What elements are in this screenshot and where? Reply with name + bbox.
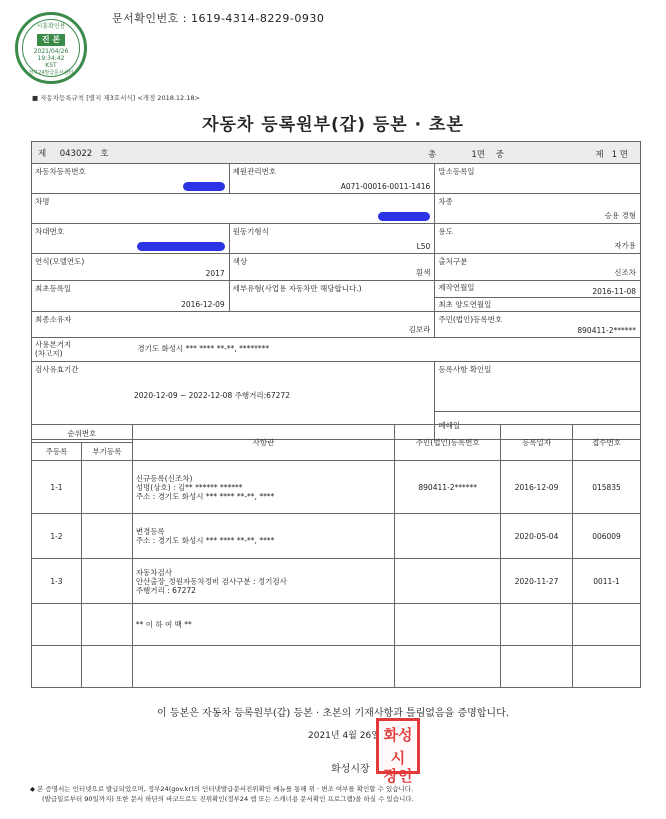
seal-top-text: 시흥확인용 [36,23,66,30]
mgmt-no-cell [229,164,435,194]
row-line: 자동차검사 [135,567,173,577]
seal-bottom-text: 정부24발급문서센터 [28,70,74,76]
close-date-label: 폐쇄일 [438,421,461,430]
row-date: 2020-05-04 [501,514,573,559]
form-note: ■ 자동차등록규칙 [별지 제3호서식] <개정 2018.12.18> [32,94,200,102]
first-reg-cell [32,281,230,312]
table-row [32,559,641,604]
tax-type-cell [229,281,435,312]
document-number-value: 1619-4314-8229-0930 [190,12,325,25]
color-label: 색상 [232,257,248,266]
row-line: 주행거리 : 67272 [135,585,196,595]
first-reg-value: 2016-12-09 [181,300,225,309]
content-header: 사항란 [132,425,394,461]
mgmt-no-value: A071-00016-0011-1416 [340,182,431,191]
car-name-label: 차명 [35,197,50,206]
header-page-label: 제 [595,150,604,160]
row-line: 성명(상호) : 김** ****** ****** [135,482,243,492]
header-no-suffix: 호 [100,148,109,159]
base-location-cell [32,338,641,362]
footer-line: ◆ 본 증명서는 인터넷으로 발급되었으며, 정부24(gov.kr)의 인터넷발급문서진위확인 메뉴를 통해 위 · 변조 여부를 확인할 수 있습니다. [30,785,414,793]
owner-value: 김보라 [408,325,431,334]
car-type-label: 차종 [438,197,453,206]
seal-date: 2021/04/26 [33,48,69,55]
row-date: 2016-12-09 [501,461,573,514]
row-content [132,559,394,604]
row-line: 주소 : 경기도 화성시 *** **** **-**, **** [135,491,275,501]
row-sub-order [81,559,132,604]
tax-type-label: 세부유형(사업용 자동차만 해당합니다.) [232,284,362,293]
table-row [32,514,641,559]
row-receipt: 0011-1 [573,559,641,604]
reg-date-header: 등록일자 [501,425,573,461]
table-row [32,461,641,514]
usage-value: 자가용 [614,241,636,250]
inspection-label: 검사유효기간 [35,365,79,374]
receipt-header: 접수번호 [573,425,641,461]
manuf-date-label: 제작연월일 [438,283,475,292]
history-table [31,424,641,688]
color-cell [229,254,435,281]
confirm-date-label: 등록사항 확인일 [438,365,492,374]
redaction-mark [137,242,225,251]
base-location-sub: (차고지) [35,349,63,358]
mgmt-no-label: 제원관리번호 [232,167,277,176]
car-name-cell [32,194,435,224]
manuf-date-cell [435,281,641,312]
header-total-label: 총 [428,150,437,160]
manuf-date-value: 2016-11-08 [592,287,636,296]
row-line: 변경등록 [135,527,165,536]
row-sub-order [81,461,132,514]
row-order: 1-2 [32,514,82,559]
document-number-label: 문서확인번호 [112,12,179,25]
redaction-mark [378,212,430,221]
row-order: 1-3 [32,559,82,604]
sub-reg-header: 부기등록 [81,443,132,461]
row-line: 주소 : 경기도 화성시 *** **** **-**, **** [135,536,275,545]
model-year-value: 2017 [205,269,225,278]
registration-table [31,141,641,440]
row-sub-order [81,514,132,559]
row-id-no: 890411-2****** [395,461,501,514]
base-location-label: 사용본거지 [35,340,72,349]
issuer: 화성시장 [331,764,370,775]
header-no-value: 043022 [59,148,93,159]
row-id-no [395,514,501,559]
order-header: 순위번호 [32,425,133,443]
model-year-cell [32,254,230,281]
origin-label: 출처구분 [438,257,468,266]
engine-cell [229,224,435,254]
table-row [32,604,641,646]
car-type-cell [435,194,641,224]
model-year-label: 연식(모델연도) [35,257,85,266]
authenticity-seal [15,12,87,84]
row-line: 신규등록(신조차) [135,473,193,483]
certification-text: 이 등본은 자동차 등록원부(갑) 등본 · 초본의 기재사항과 틀림없음을 증명합니다. [157,708,509,719]
first-transfer-label: 최초 양도연월일 [438,300,492,309]
id-number-label: 주민(법인)등록번호 [438,315,503,324]
table-row [32,646,641,688]
seal-zone: KST [45,62,57,69]
cancel-date-label: 말소등록일 [438,167,475,176]
header-page-value: 1 면 [611,150,628,160]
vin-label: 차대번호 [35,227,64,236]
color-value: 흰색 [415,268,431,277]
origin-cell [435,254,641,281]
seal-badge: 진 본 [37,34,65,46]
row-content [132,514,394,559]
issue-date: 2021년 4월 26일 [308,731,380,741]
first-reg-label: 최초등록일 [35,284,72,293]
reg-no-cell [32,164,230,194]
header-row [32,142,641,164]
page-title: 자동차 등록원부(갑) 등본 · 초본 [202,115,464,135]
document-number: 문서확인번호 : 1619-4314-8229-0930 [112,12,325,25]
inspection-value: 2020-12-09 ~ 2022-12-08 주행거리:67272 [134,391,290,400]
car-type-value: 승용 경형 [604,211,636,220]
main-reg-header: 주등록 [32,443,82,461]
row-id-no [395,559,501,604]
origin-value: 신조차 [614,268,636,277]
row-date: 2020-11-27 [501,559,573,604]
redaction-mark [183,182,225,191]
row-content [132,461,394,514]
owner-cell [32,312,435,338]
vin-cell [32,224,230,254]
id-number-value: 890411-2****** [577,326,636,335]
reg-no-label: 자동차등록번호 [35,167,86,176]
id-number-cell [435,312,641,338]
cancel-date-cell [435,164,641,194]
end-mark: ** 이 하 여 백 ** [132,604,394,646]
base-location-value: 경기도 화성시 *** **** **-**, ******** [137,344,270,353]
confirm-date-cell [435,362,641,412]
header-total-value: 1면 [471,150,485,160]
engine-value: L50 [416,242,431,251]
engine-label: 원동기형식 [232,227,269,236]
row-receipt: 015835 [573,461,641,514]
owner-label: 최종소유자 [35,315,72,324]
usage-cell [435,224,641,254]
header-total-suffix: 중 [495,150,504,160]
usage-label: 용도 [438,227,453,236]
row-line: 안산출장_정원자동차정비 검사구분 : 정기검사 [135,576,287,586]
footer-line: (발급일로부터 90일까지) 또한 문서 하단의 바코드로도 진위확인(정부24 앱 또는 스캐너용 문서확인 프로그램)을 하실 수 있습니다. [42,795,414,803]
id-no-header: 주민(법인)등록번호 [395,425,501,461]
official-stamp: 화성시 장인 [376,718,420,774]
row-receipt: 006009 [573,514,641,559]
header-no-label: 제 [38,148,47,159]
row-order: 1-1 [32,461,82,514]
footer-note [30,784,630,804]
seal-time: 19:34:42 [37,55,65,62]
